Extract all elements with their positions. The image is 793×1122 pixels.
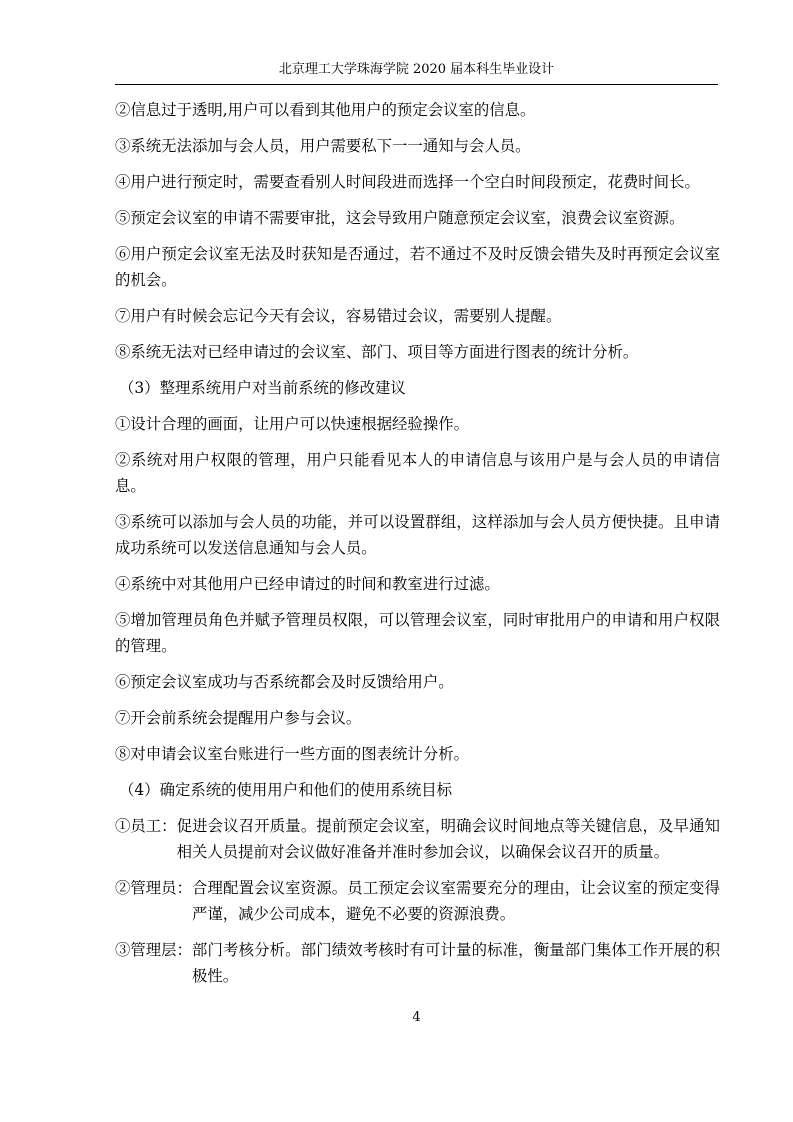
- user-goal-item: [115, 937, 720, 989]
- page-header: 北京理工大学珠海学院 2020 届本科生毕业设计: [278, 62, 555, 77]
- user-role-label: ③管理层：: [115, 941, 192, 959]
- problem-item: ⑧系统无法对已经申请过的会议室、部门、项目等方面进行图表的统计分析。: [115, 343, 639, 361]
- problem-item: ⑥用户预定会议室无法及时获知是否通过，若不通过不及时反馈会错失及时再预定会议室的机会。: [115, 245, 720, 289]
- user-goal-text: 合理配置会议室资源。员工预定会议室需要充分的理由，让会议室的预定变得严谨，减少公司成本，避免不必要的资源浪费。: [191, 879, 720, 923]
- header-divider: [115, 84, 718, 85]
- section-4-heading: （4）确定系统的使用用户和他们的使用系统目标: [119, 781, 452, 799]
- user-goal-text: 促进会议召开质量。提前预定会议室，明确会议时间地点等关键信息，及早通知相关人员提前对会议做好准备并准时参加会议，以确保会议召开的质量。: [176, 817, 720, 861]
- user-goal-item: [115, 813, 720, 865]
- user-goal-item: [115, 875, 720, 927]
- suggestion-item: ⑥预定会议室成功与否系统都会及时反馈给用户。: [115, 673, 454, 691]
- suggestion-item: ⑧对申请会议室台账进行一些方面的图表统计分析。: [115, 745, 469, 763]
- section-3-heading: （3）整理系统用户对当前系统的修改建议: [119, 379, 406, 397]
- problem-item: ⑤预定会议室的申请不需要审批，这会导致用户随意预定会议室，浪费会议室资源。: [115, 209, 685, 227]
- user-role-label: ①员工：: [115, 817, 177, 835]
- suggestion-item: ⑤增加管理员角色并赋予管理员权限，可以管理会议室，同时审批用户的申请和用户权限的管理。: [115, 611, 720, 655]
- user-goal-text: 部门考核分析。部门绩效考核时有可计量的标准，衡量部门集体工作开展的积极性。: [191, 941, 720, 985]
- problem-item: ⑦用户有时候会忘记今天有会议，容易错过会议，需要别人提醒。: [115, 307, 562, 325]
- problem-item: ②信息过于透明,用户可以看到其他用户的预定会议室的信息。: [115, 101, 536, 119]
- user-role-label: ②管理员：: [115, 879, 192, 897]
- suggestion-item: ④系统中对其他用户已经申请过的时间和教室进行过滤。: [115, 575, 500, 593]
- problem-item: ④用户进行预定时，需要查看别人时间段进而选择一个空白时间段预定，花费时间长。: [115, 173, 700, 191]
- page-number: 4: [412, 1010, 421, 1025]
- suggestion-item: ②系统对用户权限的管理，用户只能看见本人的申请信息与该用户是与会人员的申请信息。: [115, 451, 720, 495]
- document-body: [115, 97, 720, 999]
- suggestion-item: ⑦开会前系统会提醒用户参与会议。: [115, 709, 362, 727]
- suggestion-item: ③系统可以添加与会人员的功能，并可以设置群组，这样添加与会人员方便快捷。且申请成功系统可以发送信息通知与会人员。: [115, 513, 720, 557]
- problem-item: ③系统无法添加与会人员，用户需要私下一一通知与会人员。: [115, 137, 531, 155]
- suggestion-item: ①设计合理的画面，让用户可以快速根据经验操作。: [115, 415, 469, 433]
